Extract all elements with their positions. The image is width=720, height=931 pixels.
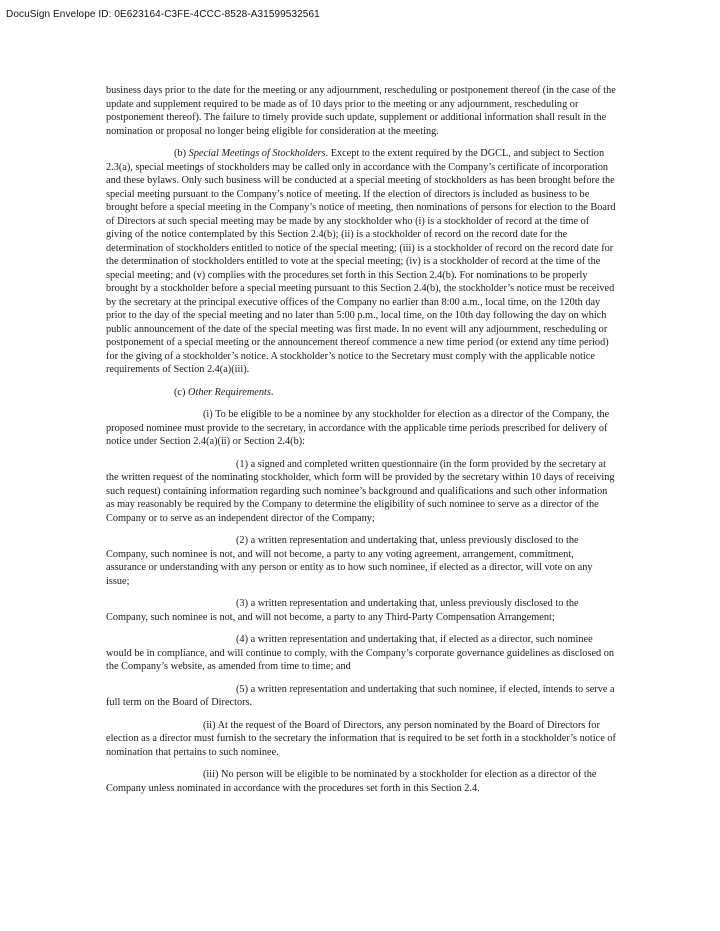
section-label-b: (b) xyxy=(174,148,187,159)
paragraph-c-iii: (iii) No person will be eligible to be nominated by a stockholder for election as a director of the Company unless nominated in accordance with the procedures set forth in this Section 2.4. xyxy=(106,769,597,794)
paragraph-c-i-2: (2) a written representation and undertaking that, unless previously disclosed to the Company, such nominee is not, and will not become, a party to any voting agreement, arrangement, commitment, assurance or understanding with any person or entity as to how such nominee, if elected as a director, will vote on any issue; xyxy=(106,535,593,587)
paragraph-c-i-5: (5) a written representation and undertaking that such nominee, if elected, intends to serve a full term on the Board of Directors. xyxy=(106,683,615,708)
paragraph-c-i: (i) To be eligible to be a nominee by any stockholder for election as a director of the Company, the proposed nominee must provide to the secretary, in accordance with the applicable time periods prescribed for delivery of notice under Section 2.4(a)(ii) or Section 2.4(b): xyxy=(106,409,610,447)
paragraph-c-ii: (ii) At the request of the Board of Directors, any person nominated by the Board of Directors for election as a director must furnish to the secretary the information that is required to be set forth in a stockholder’s notice of nomination that pertains to such nominee. xyxy=(106,719,616,758)
special-meetings-text: . Except to the extent required by the DGCL, and subject to Section 2.3(a), special meetings of stockholders may be called only in accordance with the Company’s certificate of incorporation and these bylaws. Only such business will be conducted at a special meeting of stockholders as has been brought before the special meeting pursuant to the Company’s notice of meeting. If the election of directors is included as business to be brought before a special meeting in the Company’s notice of meeting, then nominations of persons for election to the Board of Directors at such special meeting may be made by any stockholder who (i) is a stockholder of record at the time of giving of the notice contemplated by this Section 2.4(b); (ii) is a stockholder of record on the record date for the determination of stockholders entitled to notice of the special meeting; (iii) is a stockholder of record on the record date for the determination of stockholders entitled to vote at the special meeting; (iv) is a stockholder of record at the time of the special meeting; and (v) complies with the procedures set forth in this Section 2.4(b). For nominations to be properly brought by a stockholder before a special meeting pursuant to this Section 2.4(b), the stockholder’s notice must be received by the secretary at the principal executive offices of the Company no earlier than 8:00 a.m., local time, on the 120th day prior to the day of the special meeting and no later than 5:00 p.m., local time, on the 10th day following the day on which public announcement of the date of the special meeting was first made. In no event will any adjournment, rescheduling or postponement of a special meeting or the announcement thereof commence a new time period (or extend any time period) for the giving of a stockholder’s notice. A stockholder’s notice to the Secretary must comply with the applicable notice requirements of Section 2.4(a)(iii). xyxy=(106,148,616,375)
heading-other-requirements: Other Requirements xyxy=(188,386,271,398)
heading-period: . xyxy=(270,386,274,398)
docusign-envelope-id: DocuSign Envelope ID: 0E623164-C3FE-4CCC-8528-A31599532561 xyxy=(6,9,320,20)
paragraph-special-meetings xyxy=(106,147,616,377)
paragraph-c-i-1: (1) a signed and completed written questionnaire (in the form provided by the secretary at the written request of the nominating stockholder, which form will be provided by the secretary within 10 days of receiving such request) containing information regarding such nominee’s background and qualifications and such other information as may reasonably be required by the Company to determine the eligibility of such nominee to serve as a director of the Company or to serve as an independent director of the Company; xyxy=(106,458,615,524)
paragraph-other-requirements xyxy=(106,386,616,400)
heading-special-meetings: Special Meetings of Stockholders xyxy=(188,148,326,159)
document-page xyxy=(106,84,616,804)
paragraph-c-i-3: (3) a written representation and undertaking that, unless previously disclosed to the Company, such nominee is not, and will not become, a party to any Third-Party Compensation Arrangement; xyxy=(106,598,579,623)
paragraph-c-i-4: (4) a written representation and undertaking that, if elected as a director, such nominee would be in compliance, and will continue to comply, with the Company’s corporate governance guidelines as disclosed on the Company’s website, as amended from time to time; and xyxy=(106,634,615,672)
paragraph-continuation: business days prior to the date for the meeting or any adjournment, rescheduling or postponement thereof (in the case of the update and supplement required to be made as of 10 days prior to the meeting or any adjournment, rescheduling or postponement thereof). The failure to timely provide such update, supplement or additional information shall result in the nomination or proposal no longer being eligible for consideration at the meeting. xyxy=(106,85,616,137)
section-label-c: (c) xyxy=(174,386,186,398)
